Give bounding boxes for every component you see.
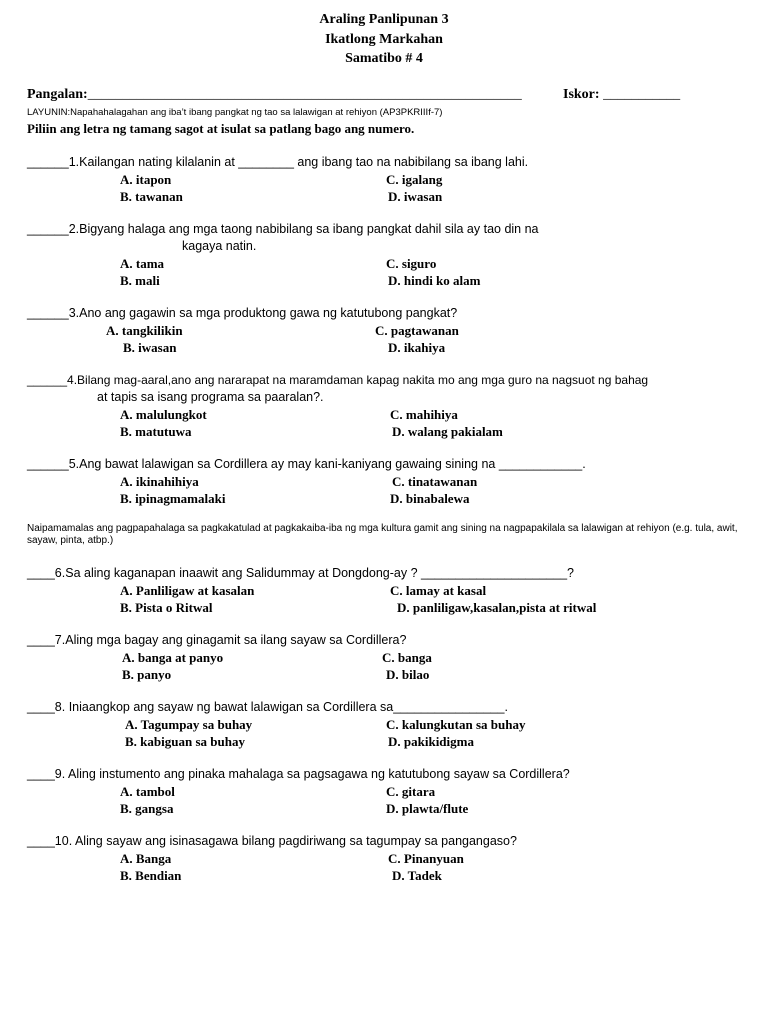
q8-option-b[interactable]: B. kabiguan sa buhay [125,734,245,749]
q4-option-d[interactable]: D. walang pakialam [392,424,503,439]
question-4-cont: at tapis sa isang programa sa paaralan?. [97,390,324,404]
q3-option-b[interactable]: B. iwasan [123,340,177,355]
q8-option-a[interactable]: A. Tagumpay sa buhay [125,717,253,732]
q6-option-c[interactable]: C. lamay at kasal [390,583,487,598]
quarter-title: Ikatlong Markahan [325,32,443,47]
q5-option-d[interactable]: D. binabalewa [390,491,470,506]
q6-option-d[interactable]: D. panliligaw,kasalan,pista at ritwal [397,600,597,615]
score-label: Iskor: [563,87,600,102]
q5-option-a[interactable]: A. ikinahihiya [120,474,199,489]
question-1: ______1.Kailangan nating kilalanin at ________ ang ibang tao na nabibilang sa ibang lahi. [27,155,529,169]
name-label: Pangalan: [27,87,88,102]
q9-option-b[interactable]: B. gangsa [120,801,174,816]
q1-option-c[interactable]: C. igalang [386,172,443,187]
question-7: ____7.Aling mga bagay ang ginagamit sa ilang sayaw sa Cordillera? [27,633,407,647]
question-10: ____10. Aling sayaw ang isinasagawa bilang pagdiriwang sa tagumpay sa pangangaso? [27,834,517,848]
q4-option-c[interactable]: C. mahihiya [390,407,458,422]
q2-option-c[interactable]: C. siguro [386,256,437,271]
score-row [563,87,680,103]
q10-option-c[interactable]: C. Pinanyuan [388,851,464,866]
q2-option-d[interactable]: D. hindi ko alam [388,273,481,288]
section-note: Naipamamalas ang pagpapahalaga sa pagkakatulad at pagkakaiba-iba ng mga kultura gamit ang sining na nagpapakilala sa lalawigan at rehiyon (e.g. tula, awit, sayaw, pinta, atbp.) [27,523,738,546]
name-row [27,87,522,103]
question-2: ______2.Bigyang halaga ang mga taong nabibilang sa ibang pangkat dahil sila ay tao din na [27,222,539,236]
q9-option-d[interactable]: D. plawta/flute [386,801,469,816]
q10-option-d[interactable]: D. Tadek [392,868,442,883]
q3-option-d[interactable]: D. ikahiya [388,340,446,355]
instruction-text: Piliin ang letra ng tamang sagot at isulat sa patlang bago ang numero. [27,121,415,136]
question-4: ______4.Bilang mag-aaral,ano ang nararapat na maramdaman kapag nakita mo ang mga guro na nagsuot ng bahag [27,373,649,387]
question-6: ____6.Sa aling kaganapan inaawit ang Salidummay at Dongdong-ay ? _____________________? [27,566,574,580]
q9-option-a[interactable]: A. tambol [120,784,175,799]
q6-option-b[interactable]: B. Pista o Ritwal [120,600,213,615]
q7-option-a[interactable]: A. banga at panyo [122,650,224,665]
score-blank[interactable]: ___________ [603,87,681,102]
q9-option-c[interactable]: C. gitara [386,784,436,799]
quiz-title: Samatibo # 4 [345,51,423,66]
q1-option-b[interactable]: B. tawanan [120,189,183,204]
question-2-cont: kagaya natin. [182,239,257,253]
q7-option-d[interactable]: D. bilao [386,667,430,682]
q8-option-c[interactable]: C. kalungkutan sa buhay [386,717,526,732]
q2-option-b[interactable]: B. mali [120,273,160,288]
q5-option-c[interactable]: C. tinatawanan [392,474,478,489]
question-3: ______3.Ano ang gagawin sa mga produktong gawa ng katutubong pangkat? [27,306,458,320]
q4-option-a[interactable]: A. malulungkot [120,407,207,422]
q10-option-a[interactable]: A. Banga [120,851,172,866]
q7-option-b[interactable]: B. panyo [122,667,172,682]
question-8: ____8. Iniaangkop ang sayaw ng bawat lalawigan sa Cordillera sa________________. [27,700,508,714]
q8-option-d[interactable]: D. pakikidigma [388,734,474,749]
q2-option-a[interactable]: A. tama [120,256,165,271]
layunin-text: LAYUNIN:Napahahalagahan ang iba’t ibang pangkat ng tao sa lalawigan at rehiyon (AP3PKRIIIf-7) [27,107,443,118]
question-9: ____9. Aling instumento ang pinaka mahalaga sa pagsagawa ng katutubong sayaw sa Cordillera? [27,767,570,781]
q7-option-c[interactable]: C. banga [382,650,432,665]
q4-option-b[interactable]: B. matutuwa [120,424,192,439]
q5-option-b[interactable]: B. ipinagmamalaki [120,491,226,506]
q10-option-b[interactable]: B. Bendian [120,868,182,883]
q3-option-c[interactable]: C. pagtawanan [375,323,459,338]
q1-option-a[interactable]: A. itapon [120,172,172,187]
q1-option-d[interactable]: D. iwasan [388,189,443,204]
question-5: ______5.Ang bawat lalawigan sa Cordillera ay may kani-kaniyang gawaing sining na ____________. [27,457,586,471]
q3-option-a[interactable]: A. tangkilikin [106,323,183,338]
subject-title: Araling Panlipunan 3 [319,12,449,27]
q6-option-a[interactable]: A. Panliligaw at kasalan [120,583,255,598]
name-blank[interactable]: ______________________________________________________________ [87,87,522,102]
